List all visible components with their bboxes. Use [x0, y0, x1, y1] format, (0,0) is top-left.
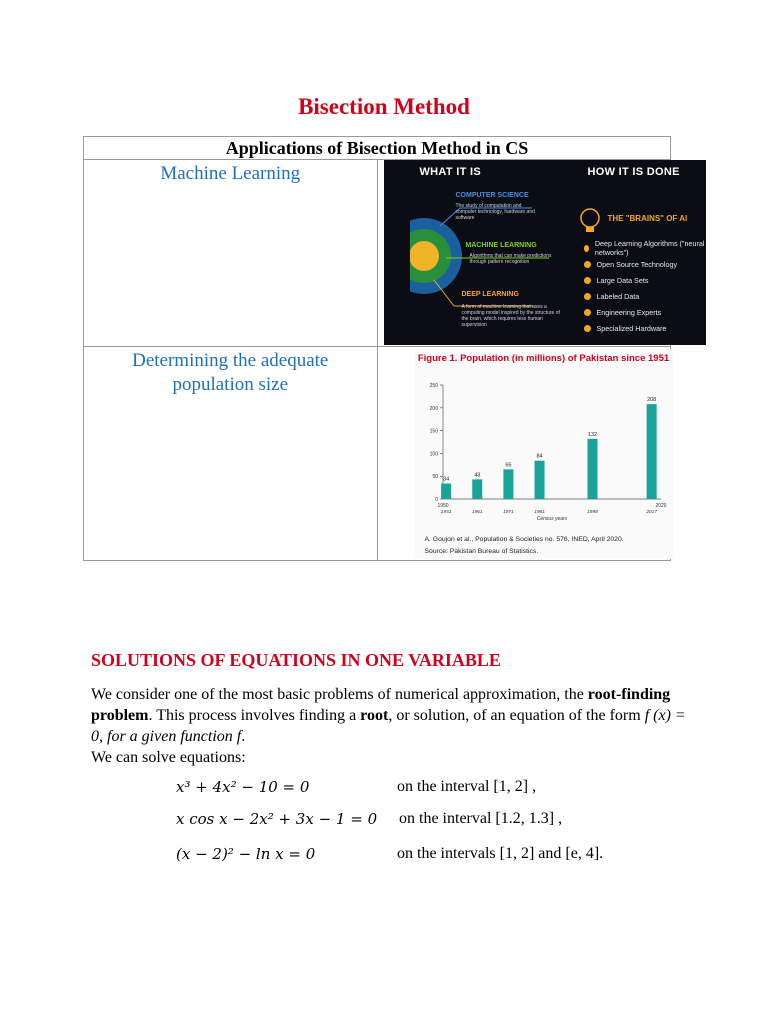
y-tick-label: 100 — [429, 451, 438, 458]
ai-infographic — [384, 160, 706, 345]
intro-paragraph: We consider one of the most basic problems of numerical approximation, the root-finding problem. This process involves finding a root, or solution, of an equation of the form f (x) = 0, for a given function f. We can solve equations: — [91, 684, 691, 768]
bar-1998 — [587, 439, 597, 499]
table-row — [84, 347, 671, 561]
database-icon — [584, 277, 591, 284]
bar-value-label: 132 — [587, 431, 597, 438]
list-item: Deep Learning Algorithms ("neural networks") — [584, 240, 706, 256]
x-tick-label: 2017 — [645, 510, 657, 515]
table-row — [84, 160, 671, 347]
y-tick-label: 0 — [434, 497, 438, 503]
gear-icon — [584, 309, 591, 316]
chart-title: Figure 1. Population (in millions) of Pakistan since 1951 — [417, 353, 670, 364]
ml-label: MACHINE LEARNING — [465, 242, 537, 249]
bar-1961 — [472, 479, 482, 499]
open-source-icon — [584, 261, 591, 268]
y-tick-label: 200 — [429, 405, 438, 412]
equation-2-interval: on the interval [1.2, 1.3] , — [399, 810, 563, 827]
tag-icon — [584, 293, 591, 300]
x-tick-label: 1998 — [586, 510, 598, 515]
bar-1951 — [441, 483, 451, 499]
y-tick-label: 50 — [431, 474, 438, 481]
cs-label: COMPUTER SCIENCE — [455, 192, 529, 199]
bar-1971 — [503, 469, 513, 499]
chip-icon — [584, 325, 591, 332]
x-axis-start-label: 1950 — [436, 503, 449, 509]
x-tick-label: 1981 — [533, 510, 545, 515]
equation-1: x³ + 4x² − 10 = 0 — [176, 778, 310, 796]
list-item: Large Data Sets — [584, 272, 706, 288]
infographic-cell — [377, 160, 705, 347]
bar-2017 — [646, 404, 656, 499]
brains-label: THE "BRAINS" OF AI — [607, 214, 688, 223]
row-label-population-size: Determining the adequate population size — [84, 347, 378, 561]
section-heading: SOLUTIONS OF EQUATIONS IN ONE VARIABLE — [91, 650, 501, 670]
x-axis-title: Census years — [536, 516, 567, 522]
equation-1-interval: on the interval [1, 2] , — [397, 778, 537, 795]
ml-text: Algorithms that can make predictions through pattern recognition — [469, 253, 552, 265]
y-tick-label: 150 — [429, 428, 438, 435]
how-it-is-done-heading: HOW IT IS DONE — [587, 166, 680, 178]
lightbulb-icon — [581, 209, 599, 232]
equation-3-interval: on the intervals [1, 2] and [e, 4]. — [397, 845, 604, 862]
chart-citation: A. Goujon et al., Population & Societies no. 576, INED, April 2020. — [424, 536, 624, 543]
chart-cell — [377, 347, 671, 561]
bar-value-label: 65 — [504, 462, 511, 469]
bar-value-label: 84 — [535, 453, 543, 460]
how-list — [584, 240, 706, 336]
list-item: Engineering Experts — [584, 304, 706, 320]
x-tick-label: 1961 — [471, 510, 483, 515]
inner-layer-icon — [409, 241, 439, 271]
neural-network-icon — [584, 245, 589, 252]
x-tick-label: 1971 — [502, 510, 514, 515]
applications-table — [83, 136, 705, 561]
equation-3: (x − 2)² − ln x = 0 — [176, 845, 316, 863]
table-header: Applications of Bisection Method in CS — [84, 137, 671, 160]
bar-value-label: 43 — [473, 472, 480, 479]
list-item: Specialized Hardware — [584, 320, 706, 336]
x-axis-end-label: 2020 — [654, 503, 667, 509]
page-title: Bisection Method — [298, 94, 470, 119]
bar-value-label: 208 — [646, 397, 656, 404]
list-item: Labeled Data — [584, 288, 706, 304]
chart-plot — [415, 349, 673, 534]
bar-1981 — [534, 461, 544, 499]
x-tick-label: 1951 — [440, 510, 451, 515]
cs-text: The study of computation and computer technology, hardware and software — [455, 203, 535, 221]
what-it-is-heading: WHAT IT IS — [419, 166, 481, 178]
row-label-machine-learning: Machine Learning — [84, 160, 378, 347]
y-tick-label: 250 — [429, 383, 438, 389]
dl-label: DEEP LEARNING — [461, 291, 519, 298]
chart-source: Source: Pakistan Bureau of Statistics. — [424, 548, 539, 555]
bar-value-label: 34 — [442, 476, 449, 483]
list-item: Open Source Technology — [584, 256, 706, 272]
equations-intro: We can solve equations: — [91, 749, 246, 766]
population-chart — [415, 349, 673, 559]
dl-text: A form of machine learning that uses a computing model inspired by the structure of the brain, which requires less human supervision — [461, 304, 560, 328]
equation-2: x cos x − 2x² + 3x − 1 = 0 — [176, 810, 378, 828]
